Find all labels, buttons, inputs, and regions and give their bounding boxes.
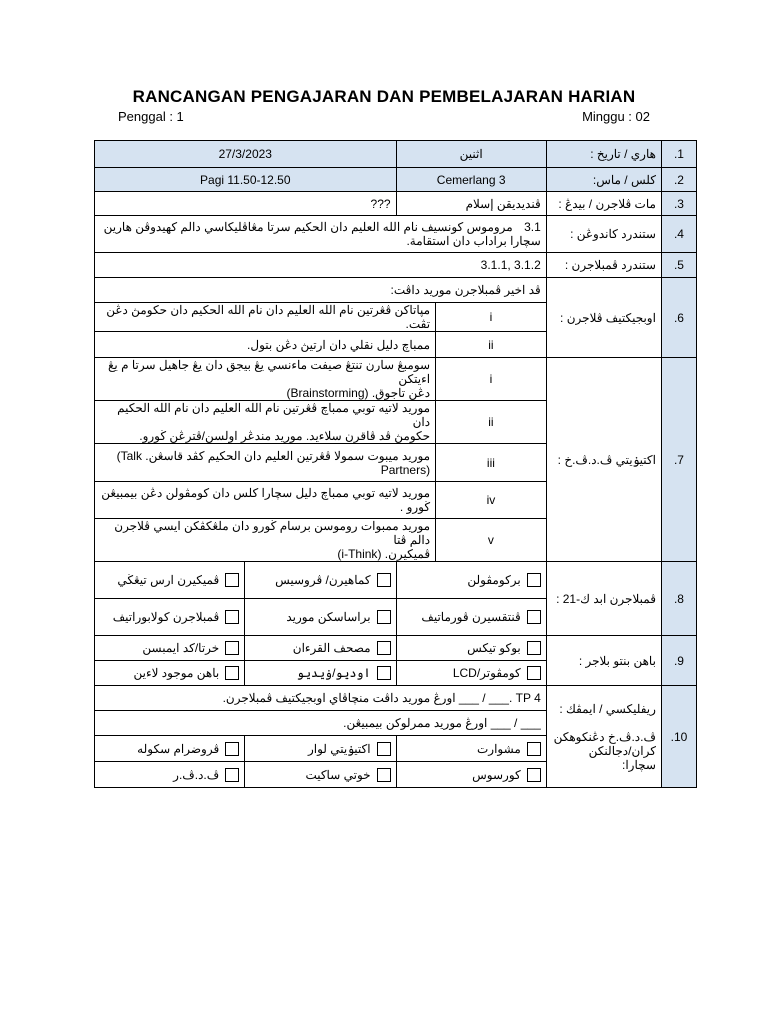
activity-2-text [95,401,436,444]
postpone-option-cell [245,762,396,788]
postpone-option-cell [95,736,245,762]
postpone-program-checkbox[interactable] [225,742,239,756]
postpone-option-cell [396,762,546,788]
material-option-cell [396,636,546,661]
material-option-cell [396,661,546,686]
day-cell: اثنين [396,141,546,168]
activity-1-text [95,358,436,401]
activity-5-index: v [436,519,547,562]
learning-standard-cell: 3.1.2 ,3.1.1 [95,253,547,278]
activity-4-index: iv [436,482,547,519]
postpone-program-label: ڤروضرام سكوله [137,741,220,756]
row-10-label-cell [546,686,661,788]
content-standard-cell [95,216,547,253]
pak21-option-cell [245,562,396,599]
row-2-label: كلس / ماس: [546,168,661,192]
reflection-line-2: ___ / ___ اورڠ موريد ممرلوكن بيمبيڠن. [95,711,547,736]
material-option-cell [95,636,245,661]
pak21-formative-label: ڤنتقسيرن ڤورماتيف [421,610,521,624]
row-7-number: .7 [661,358,696,562]
pak21-collab-checkbox[interactable] [225,610,239,624]
material-option-cell [245,636,396,661]
pak21-hots-checkbox[interactable] [225,573,239,587]
material-computer-label: كومڤوتر/LCD [452,666,521,680]
row-8-number: .8 [661,562,696,636]
postpone-course-checkbox[interactable] [527,768,541,782]
row-6-label: اوبجيكتيف ڤلاجرن : [546,278,661,358]
activity-3-line1: موريد ميبوت سمولا ڤڠرتين العليم دان الحكيم كڤد قاسڠن. Talk) [116,448,431,463]
minggu-label: Minggu : 02 [582,109,650,124]
material-audio-label: اوديو/ۏيديو [296,666,371,680]
row-4-label: ستندرد كاندوڠن : [546,216,661,253]
postpone-pdpr-checkbox[interactable] [225,768,239,782]
postpone-pdpr-label: ڤ.د.ڤ.ر [173,767,220,782]
postpone-activity-label: اكتيۏيتي لوار [307,741,371,756]
postpone-sick-checkbox[interactable] [377,768,391,782]
activity-3-index: iii [436,444,547,482]
row-8-a [95,562,697,599]
pak21-student-label: براساسكن موريد [286,610,371,624]
pak21-student-checkbox[interactable] [377,610,391,624]
content-standard-code: 3.1 [524,220,541,234]
activity-1-index: i [436,358,547,401]
material-option-cell [245,661,396,686]
objective-1-index: i [436,303,547,332]
objective-2-text: ممباچ دليل نقلي دان ارتيڽ دڠن بتول. [95,332,436,358]
activity-3-text [95,444,436,482]
material-computer-checkbox[interactable] [527,666,541,680]
pak21-option-cell [95,599,245,636]
material-textbook-label: بوكو تيكس [467,641,521,655]
pak21-skills-label: كماهيرن/ ڤروسيس [275,573,371,587]
activity-5-line2: ڤميكيرن. (i-Think) [337,547,431,561]
material-audio-checkbox[interactable] [377,666,391,680]
activity-row [95,358,697,401]
activity-4-text [95,482,436,519]
postpone-sick-label: خوتي ساكيت [305,767,371,782]
material-card-checkbox[interactable] [225,641,239,655]
topic-cell: ??? [95,192,397,216]
row-1 [95,141,697,168]
activity-5-line1: موريد ممبوات روموسن برسام ڬورو دان ملڠكڤكن ايسي ڤلاجرن دالم ڤتا [114,519,431,547]
penggal-label: Penggal : 1 [118,109,184,124]
row-5-number: .5 [661,253,696,278]
activity-5-text [95,519,436,562]
activity-1-line1: سومبڠ سارن تنتڠ صيفت ماءنسي يڠ بيجق دان يڠ جاهيل سرتا م يڠ اءيتكن [108,358,431,386]
material-quran-label: مصحف القرءان [292,641,371,655]
row-1-label: هاري / تاريخ : [546,141,661,168]
activity-2-index: ii [436,401,547,444]
postpone-option-cell [95,762,245,788]
pak21-option-cell [396,562,546,599]
lesson-plan-table [94,140,697,788]
row-4 [95,216,697,253]
postpone-option-cell [396,736,546,762]
time-cell: Pagi 11.50-12.50 [95,168,397,192]
row-2-number: .2 [661,168,696,192]
pak21-collab-label: ڤمبلاجرن كولابوراتيف [112,610,220,624]
row-9-number: .9 [661,636,696,686]
material-other-label: باهن موجود لاءين [133,666,220,680]
pak21-option-cell [95,562,245,599]
objective-intro: ڤد اخير ڤمبلاجرن موريد داڤت: [95,278,547,303]
row-10-number: .10 [661,686,696,788]
row-7-label: اكتيۏيتي ڤ.د.ڤ.خ : [546,358,661,562]
postpone-activity-checkbox[interactable] [377,742,391,756]
activity-2-line1: موريد لاتيه توبي ممباچ ڤڠرتين نام الله العليم دان نام الله الحكيم دان [117,401,431,429]
material-option-cell [95,661,245,686]
postpone-meeting-label: مشوارت [476,741,521,756]
activity-4-line2: ڬورو . [399,500,431,514]
row-8-label: ڤمبلاجرن ابد ك-21 : [546,562,661,636]
material-other-checkbox[interactable] [225,666,239,680]
pdpc-postpone-label: ڤ.د.ڤ.خ دڠنكوهكن كران/دجالنكن سچارا: [553,729,656,772]
content-standard-text: مروموس كونسيف نام الله العليم دان الحكيم سرتا مڠاڤليكاسي دالم كهيدوڤن هارين سچارا براداب دان استقامة. [103,220,541,248]
activity-2-line2: حكومڽ ڤد ڤاقرن سلاءيد. موريد مندڠر اولسن/ڤترڠن ڬورو. [139,429,431,443]
row-9-label: باهن بنتو بلاجر : [546,636,661,686]
pak21-group-checkbox[interactable] [527,573,541,587]
postpone-course-label: كورسوس [472,767,521,782]
material-quran-checkbox[interactable] [377,641,391,655]
row-4-number: .4 [661,216,696,253]
activity-1-line2: دڠن تاجوق. (Brainstorming) [286,386,431,400]
pak21-hots-label: ڤميكيرن ارس تيڠڬي [117,573,220,587]
postpone-meeting-checkbox[interactable] [527,742,541,756]
class-cell: Cemerlang 3 [396,168,546,192]
row-6-number: .6 [661,278,696,358]
reflection-line-1: TP 4 .___ / ___ اورڠ موريد داڤت منچاڤاي اوبجيكتيف ڤمبلاجرن. [95,686,547,711]
row-3 [95,192,697,216]
objective-2-index: ii [436,332,547,358]
row-5-label: ستندرد ڤمبلاجرن : [546,253,661,278]
activity-3-line2: (Partners [380,462,431,477]
pak21-option-cell [396,599,546,636]
pak21-formative-checkbox[interactable] [527,610,541,624]
row-3-label: مات ڤلاجرن / بيدڠ : [546,192,661,216]
activity-4-line1: موريد لاتيه توبي ممباچ دليل سچارا كلس دان كومڤولن دڠن بيمبيڠن [101,486,431,500]
row-5 [95,253,697,278]
subject-cell: ڤنديديقن إسلام [396,192,546,216]
postpone-option-cell [245,736,396,762]
row-3-number: .3 [661,192,696,216]
pak21-group-label: بركومڤولن [467,573,521,587]
material-textbook-checkbox[interactable] [527,641,541,655]
material-card-label: خرتا/كد ايمبسن [142,641,220,655]
pak21-option-cell [245,599,396,636]
date-cell: 27/3/2023 [95,141,397,168]
row-2 [95,168,697,192]
reflection-label: ريفليكسي / ايمڤك : [559,701,656,716]
row-10-line1 [95,686,697,711]
document-title: RANCANGAN PENGAJARAN DAN PEMBELAJARAN HARIAN [132,87,636,106]
row-6-intro [95,278,697,303]
pak21-skills-checkbox[interactable] [377,573,391,587]
row-9-a [95,636,697,661]
objective-1-text: مڽاتاكن ڤڠرتين نام الله العليم دان نام الله الحكيم دان حكومڽ دڠن تڤت. [95,303,436,332]
row-1-number: .1 [661,141,696,168]
